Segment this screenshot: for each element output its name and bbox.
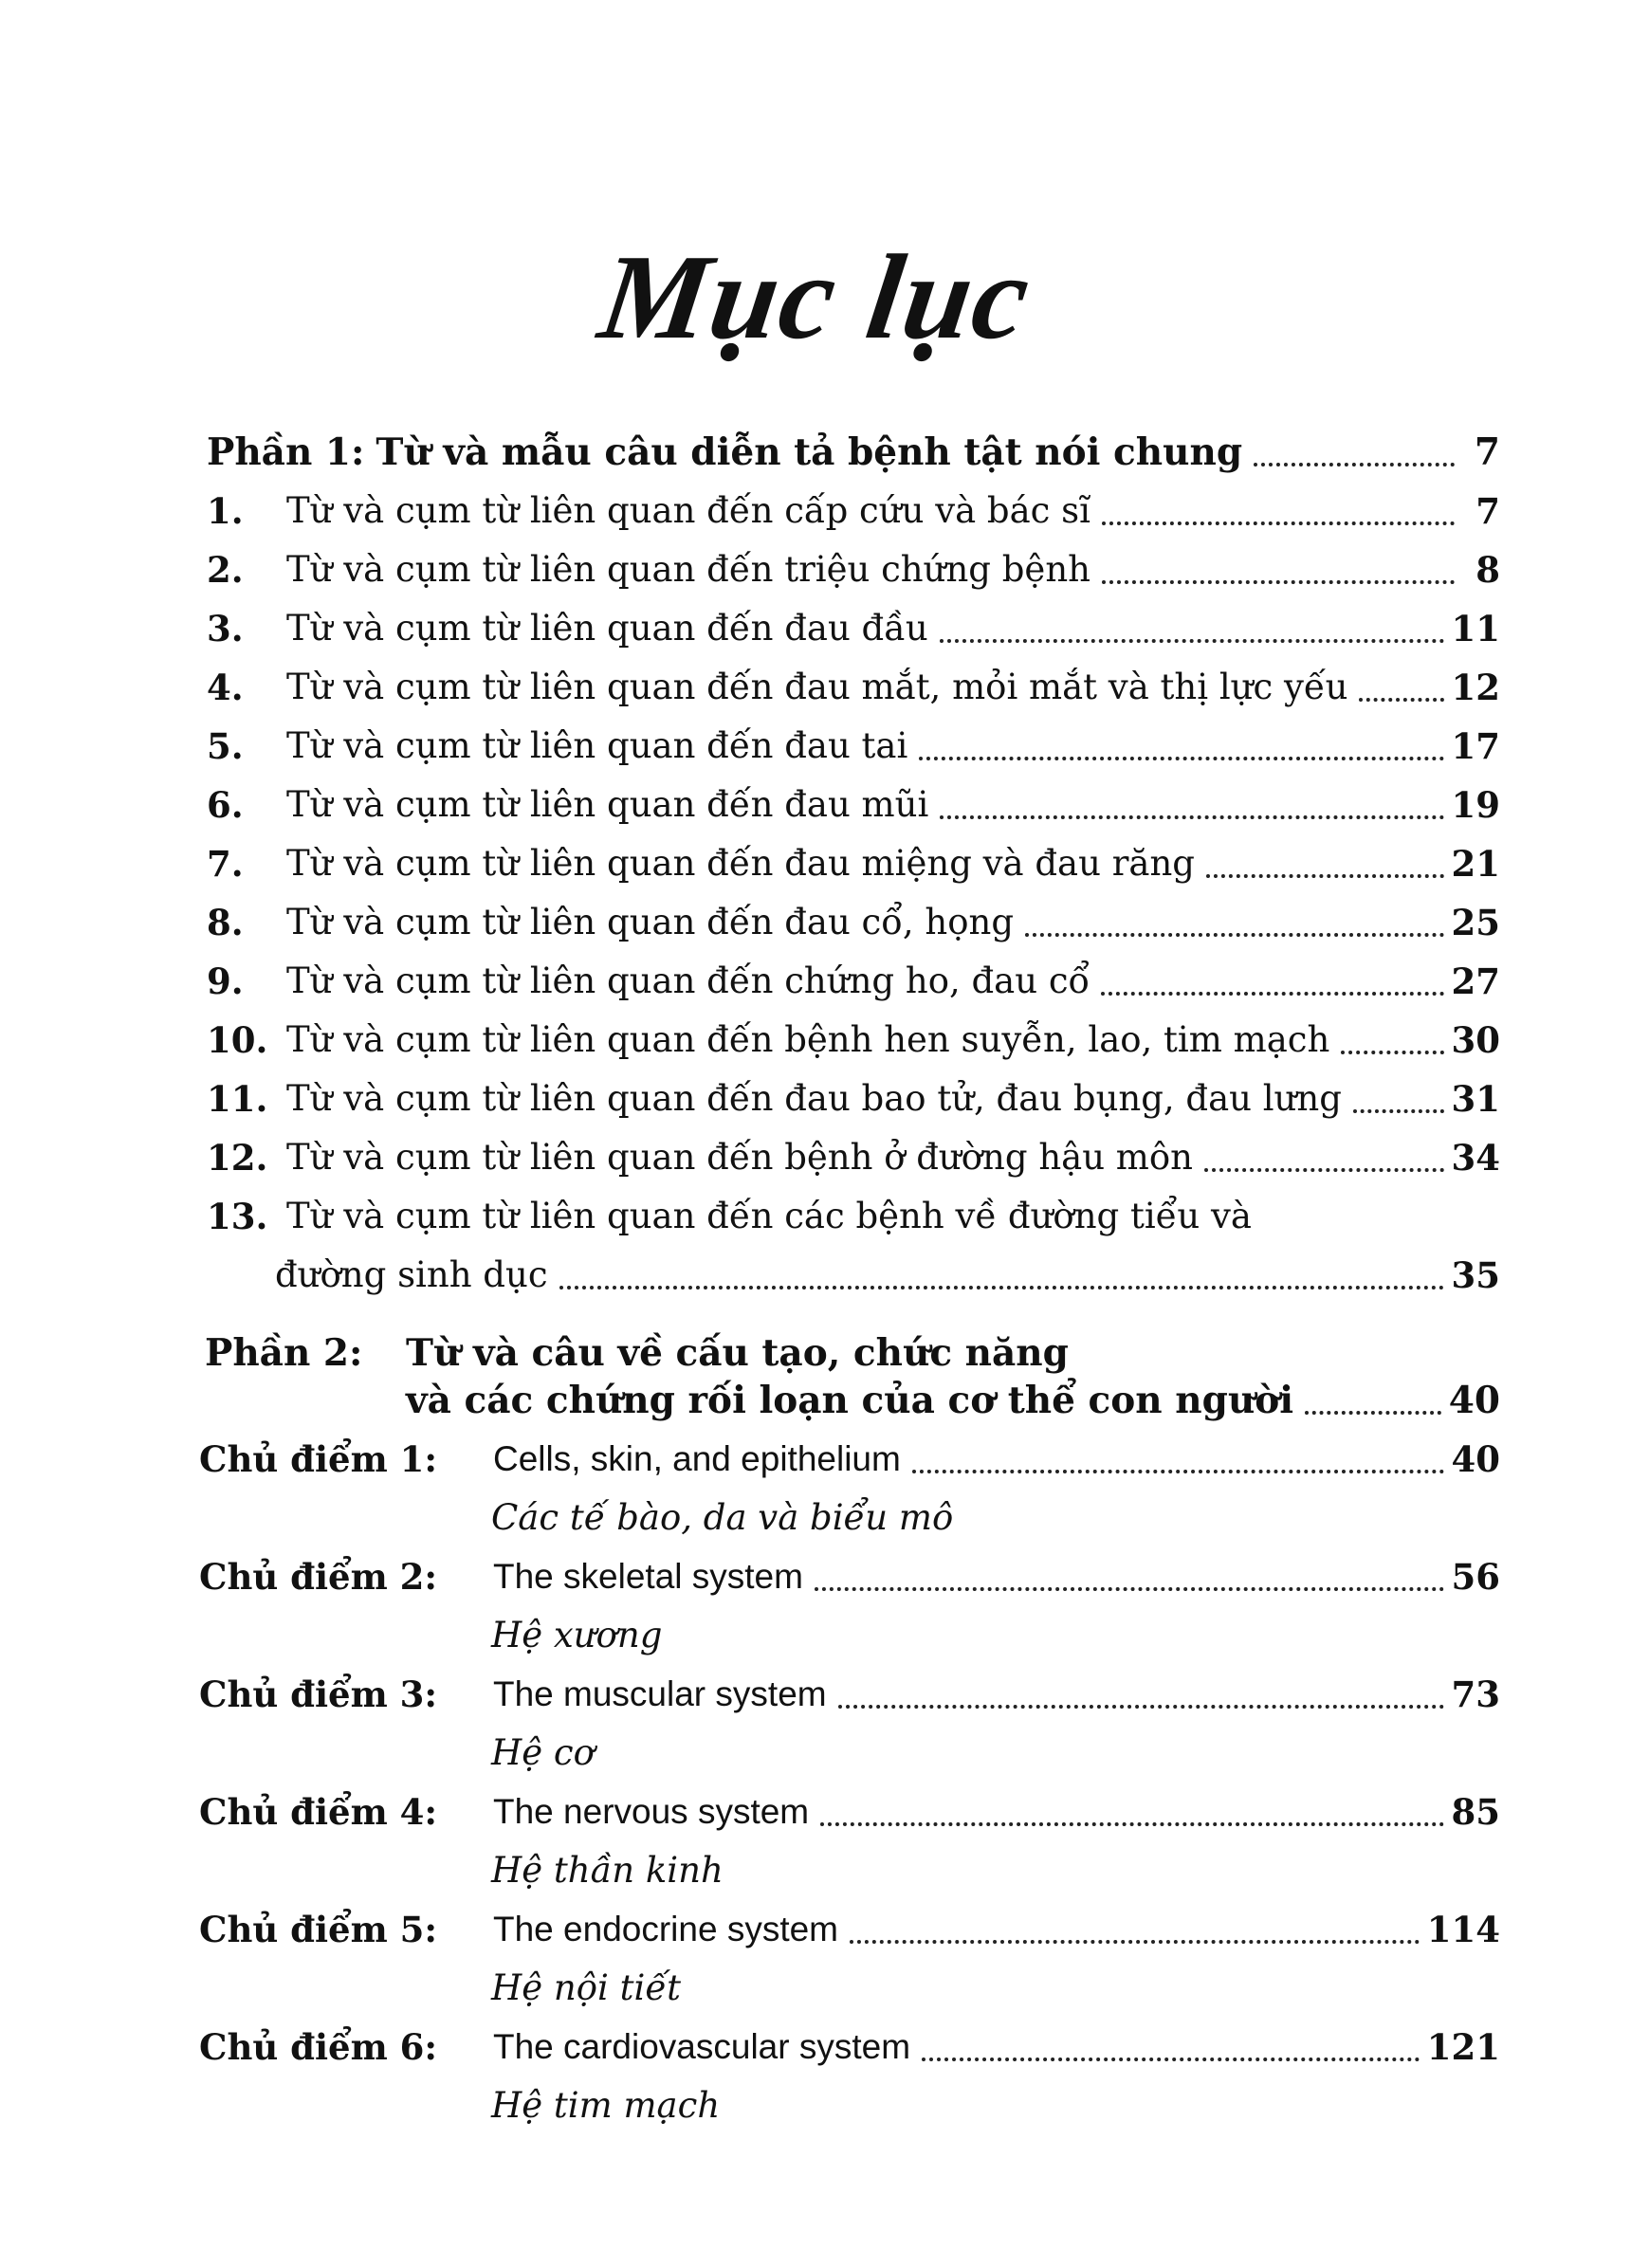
part1-title: Từ và mẫu câu diễn tả bệnh tật nói chung [376, 430, 1243, 474]
item-number: 3. [207, 608, 244, 649]
toc-item[interactable] [207, 660, 1500, 715]
topic-label: Chủ điểm 2: [199, 1556, 438, 1598]
item-text: Từ và cụm từ liên quan đến bệnh hen suyễn, lao, tim mạch [286, 1019, 1330, 1060]
toc-item[interactable] [207, 1013, 1500, 1068]
dot-leader [919, 757, 1443, 760]
item-text: Từ và cụm từ liên quan đến đau bao tử, đau bụng, đau lưng [286, 1078, 1342, 1119]
item-text: Từ và cụm từ liên quan đến đau đầu [286, 608, 928, 649]
dot-leader [850, 1940, 1420, 1944]
dot-leader [1254, 463, 1455, 466]
dot-leader [1359, 698, 1443, 702]
toc-item[interactable] [207, 777, 1500, 832]
item-text: Từ và cụm từ liên quan đến đau mắt, mỏi mắt và thị lực yếu [286, 667, 1348, 707]
dot-leader [820, 1822, 1443, 1826]
topic-entry[interactable] [493, 1432, 1500, 1487]
item-text: Từ và cụm từ liên quan đến triệu chứng bệnh [286, 549, 1090, 590]
item-page: 8 [1475, 549, 1500, 591]
item-number: 11. [207, 1078, 268, 1120]
toc-item[interactable] [207, 719, 1500, 774]
item-number: 4. [207, 667, 244, 708]
part2-title-line2[interactable] [406, 1373, 1500, 1428]
item-number: 9. [207, 960, 244, 1002]
topic-label: Chủ điểm 6: [199, 2026, 438, 2068]
item-page: 31 [1451, 1078, 1500, 1120]
topic-vietnamese: Hệ tim mạch [491, 2085, 721, 2126]
part1-page: 7 [1474, 430, 1500, 474]
item-page: 7 [1475, 490, 1500, 532]
item-number: 8. [207, 902, 244, 943]
page-title: Mục lục [592, 229, 1039, 364]
topic-english: The endocrine system [493, 1910, 839, 1948]
dot-leader [1025, 933, 1443, 937]
topic-page: 114 [1426, 1909, 1500, 1950]
topic-entry[interactable] [493, 1902, 1500, 1957]
item-number: 2. [207, 549, 244, 591]
toc-item[interactable] [207, 836, 1500, 891]
dot-leader [1102, 580, 1455, 584]
toc-item[interactable] [207, 954, 1500, 1009]
item-page: 25 [1451, 902, 1500, 943]
item-number: 13. [207, 1196, 268, 1237]
topic-entry[interactable] [493, 1784, 1500, 1839]
topic-label: Chủ điểm 4: [199, 1791, 438, 1833]
item-number: 1. [207, 490, 244, 532]
dot-leader [1204, 1168, 1444, 1172]
item-page: 11 [1451, 608, 1500, 649]
topic-english: The nervous system [493, 1792, 810, 1831]
dot-leader [940, 815, 1443, 819]
topic-english: The skeletal system [493, 1557, 803, 1596]
item-text: Từ và cụm từ liên quan đến các bệnh về đường tiểu và [286, 1196, 1252, 1236]
topic-english: Cells, skin, and epithelium [493, 1439, 901, 1478]
item-text: Từ và cụm từ liên quan đến bệnh ở đường hậu môn [286, 1137, 1193, 1178]
topic-label: Chủ điểm 1: [199, 1438, 438, 1480]
topic-label: Chủ điểm 5: [199, 1909, 438, 1950]
item-number: 6. [207, 784, 244, 826]
topic-vietnamese: Hệ nội tiết [491, 1967, 681, 2008]
topic-entry[interactable] [493, 1549, 1500, 1604]
item-number: 5. [207, 725, 244, 767]
item-page: 21 [1451, 843, 1500, 885]
dot-leader [838, 1705, 1444, 1709]
topic-entry[interactable] [493, 2020, 1500, 2075]
item-page: 34 [1451, 1137, 1500, 1179]
part2-page: 40 [1448, 1379, 1500, 1422]
item-page: 35 [1451, 1254, 1500, 1296]
item-text: Từ và cụm từ liên quan đến đau tai [286, 725, 908, 766]
topic-english: The muscular system [493, 1674, 827, 1713]
topic-english: The cardiovascular system [493, 2027, 911, 2066]
topic-page: 40 [1451, 1438, 1500, 1480]
item-page: 19 [1451, 784, 1500, 826]
dot-leader [1206, 874, 1444, 878]
item-number: 10. [207, 1019, 268, 1061]
item-page: 12 [1451, 667, 1500, 708]
dot-leader [1353, 1109, 1444, 1113]
topic-page: 85 [1451, 1791, 1500, 1833]
part1-heading[interactable] [207, 425, 1500, 480]
dot-leader [940, 639, 1444, 643]
item-page: 17 [1451, 725, 1500, 767]
item-text: Từ và cụm từ liên quan đến đau miệng và đau răng [286, 843, 1195, 884]
item-number: 12. [207, 1137, 268, 1179]
toc-item[interactable] [207, 895, 1500, 950]
topic-vietnamese: Hệ cơ [491, 1732, 595, 1773]
dot-leader [912, 1470, 1444, 1473]
part2-label: Phần 2: [205, 1331, 363, 1375]
item-page: 30 [1451, 1019, 1500, 1061]
topic-vietnamese: Hệ xương [491, 1615, 663, 1655]
topic-page: 121 [1426, 2026, 1500, 2068]
part2-title-continued: và các chứng rối loạn của cơ thể con người [406, 1379, 1294, 1422]
dot-leader [1305, 1411, 1441, 1415]
toc-item[interactable] [207, 542, 1500, 597]
topic-entry[interactable] [493, 1667, 1500, 1722]
part2-title: Từ và câu về cấu tạo, chức năng [406, 1331, 1069, 1375]
dot-leader [1341, 1051, 1443, 1054]
item-text: Từ và cụm từ liên quan đến đau cổ, họng [286, 902, 1015, 942]
part1-label: Phần 1: [207, 430, 365, 474]
topic-vietnamese: Các tế bào, da và biểu mô [491, 1497, 954, 1538]
toc-item[interactable] [207, 601, 1500, 656]
item-number: 7. [207, 843, 244, 885]
topic-vietnamese: Hệ thần kinh [491, 1850, 724, 1891]
topic-page: 73 [1451, 1674, 1500, 1715]
dot-leader [815, 1587, 1444, 1591]
toc-item[interactable] [207, 1130, 1500, 1185]
dot-leader [559, 1286, 1444, 1289]
topic-label: Chủ điểm 3: [199, 1674, 438, 1715]
dot-leader [1101, 992, 1443, 996]
item-page: 27 [1451, 960, 1500, 1002]
dot-leader [1102, 521, 1455, 525]
item-text: Từ và cụm từ liên quan đến đau mũi [286, 784, 929, 825]
topic-page: 56 [1451, 1556, 1500, 1598]
item-text: Từ và cụm từ liên quan đến chứng ho, đau cổ [286, 960, 1090, 1001]
toc-item[interactable] [207, 1071, 1500, 1126]
toc-item[interactable] [207, 1189, 1500, 1244]
dot-leader [922, 2058, 1420, 2061]
toc-item[interactable] [207, 484, 1500, 539]
item-text: Từ và cụm từ liên quan đến cấp cứu và bác sĩ [286, 490, 1090, 531]
toc-item-continuation[interactable] [275, 1248, 1500, 1303]
item-text-continued: đường sinh dục [275, 1254, 548, 1295]
